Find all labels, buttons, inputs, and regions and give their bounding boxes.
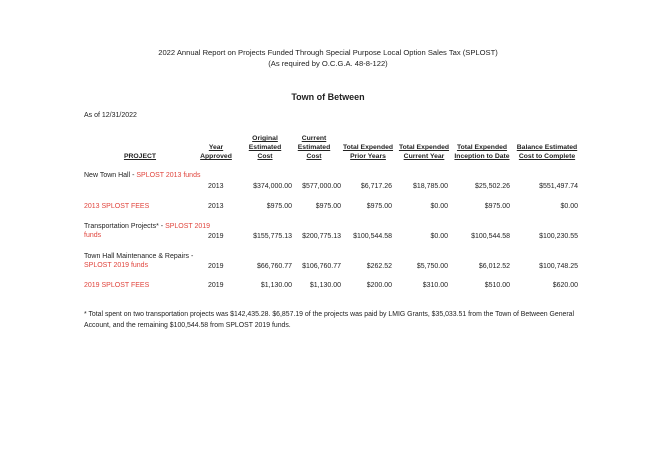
- col-original-l1: Original: [252, 135, 278, 142]
- cell-prior: $100,544.58: [353, 233, 392, 240]
- report-subtitle: (As required by O.C.G.A. 48-8-122): [268, 59, 388, 68]
- project-funding: SPLOST 2019 funds: [84, 223, 211, 239]
- cell-current-year: $310.00: [422, 282, 448, 289]
- col-current-l3: Cost: [306, 153, 322, 160]
- col-current-year: [396, 143, 452, 161]
- cell-prior: $6,717.26: [360, 183, 392, 190]
- town-name: Town of Between: [291, 92, 365, 102]
- cell-year: 2019: [208, 282, 224, 289]
- cell-inception: $25,502.26: [474, 183, 510, 190]
- cell-original: $374,000.00: [253, 183, 292, 190]
- project-funding: 2013 SPLOST FEES: [84, 203, 150, 210]
- col-current-l1: Current: [301, 135, 327, 142]
- col-year-l2: Approved: [200, 153, 232, 160]
- cell-prior: $975.00: [366, 203, 392, 210]
- cell-current-year: $18,785.00: [412, 183, 448, 190]
- cell-current-year: $0.00: [430, 233, 448, 240]
- col-original-l3: Cost: [257, 153, 273, 160]
- cell-current: $200,775.13: [302, 233, 341, 240]
- cell-current-year: $5,750.00: [416, 263, 448, 270]
- project-name: New Town Hall -: [84, 172, 137, 179]
- col-current: [287, 134, 341, 161]
- cell-current-year: $0.00: [430, 203, 448, 210]
- cell-original: $66,760.77: [256, 263, 292, 270]
- col-original-l2: Estimated: [248, 144, 282, 151]
- cell-original: $1,130.00: [260, 282, 292, 289]
- project-name: Town Hall Maintenance & Repairs -: [84, 253, 194, 260]
- cell-year: 2013: [208, 183, 224, 190]
- col-project: [110, 152, 170, 161]
- col-prior-l1: Total Expended: [342, 144, 394, 151]
- col-current-l2: Estimated: [297, 144, 331, 151]
- cell-balance: $551,497.74: [539, 183, 578, 190]
- project-name: Transportation Projects* -: [84, 223, 166, 230]
- cell-inception: $975.00: [484, 203, 510, 210]
- table-row-project: [84, 222, 219, 240]
- col-inception-l2: Inception to Date: [454, 153, 510, 160]
- cell-year: 2013: [208, 203, 224, 210]
- project-funding: SPLOST 2013 funds: [136, 172, 201, 179]
- as-of-date: As of 12/31/2022: [84, 112, 137, 119]
- cell-prior: $262.52: [366, 263, 392, 270]
- cell-balance: $0.00: [560, 203, 578, 210]
- cell-current: $1,130.00: [309, 282, 341, 289]
- cell-balance: $620.00: [552, 282, 578, 289]
- report-title: 2022 Annual Report on Projects Funded Through Special Purpose Local Option Sales Tax (SPLOST): [158, 48, 498, 57]
- col-prior-l2: Prior Years: [350, 153, 386, 160]
- cell-year: 2019: [208, 263, 224, 270]
- col-year: [196, 143, 236, 161]
- cell-current: $577,000.00: [302, 183, 341, 190]
- col-year-l1: Year: [208, 144, 224, 151]
- col-current-year-l1: Total Expended: [398, 144, 450, 151]
- col-inception-l1: Total Expended: [456, 144, 508, 151]
- col-inception: [452, 143, 512, 161]
- cell-original: $975.00: [266, 203, 292, 210]
- cell-inception: $510.00: [484, 282, 510, 289]
- cell-current: $106,760.77: [302, 263, 341, 270]
- cell-balance: $100,748.25: [539, 263, 578, 270]
- cell-current: $975.00: [315, 203, 341, 210]
- cell-balance: $100,230.55: [539, 233, 578, 240]
- col-current-year-l2: Current Year: [403, 153, 445, 160]
- footnote: * Total spent on two transportation projects was $142,435.28. $6,857.19 of the projects was paid by LMIG Grants, $35,033.51 from the Town of Between General Account, and the remaining $100,544.58 from SPLOST 2019 funds.: [84, 311, 575, 329]
- cell-inception: $100,544.58: [471, 233, 510, 240]
- col-prior-years: [340, 143, 396, 161]
- col-balance-l2: Cost to Complete: [518, 153, 576, 160]
- col-balance: [514, 143, 580, 161]
- cell-year: 2019: [208, 233, 224, 240]
- col-balance-l1: Balance Estimated: [516, 144, 578, 151]
- table-row-project: [84, 281, 219, 290]
- col-project-label: PROJECT: [123, 153, 157, 160]
- table-row-project: [84, 171, 219, 180]
- cell-inception: $6,012.52: [478, 263, 510, 270]
- project-funding: 2019 SPLOST FEES: [84, 282, 150, 289]
- project-funding: SPLOST 2019 funds: [84, 262, 149, 269]
- col-original: [238, 134, 292, 161]
- table-row-project: [84, 252, 219, 270]
- table-row-project: [84, 202, 219, 211]
- cell-prior: $200.00: [366, 282, 392, 289]
- cell-original: $155,775.13: [253, 233, 292, 240]
